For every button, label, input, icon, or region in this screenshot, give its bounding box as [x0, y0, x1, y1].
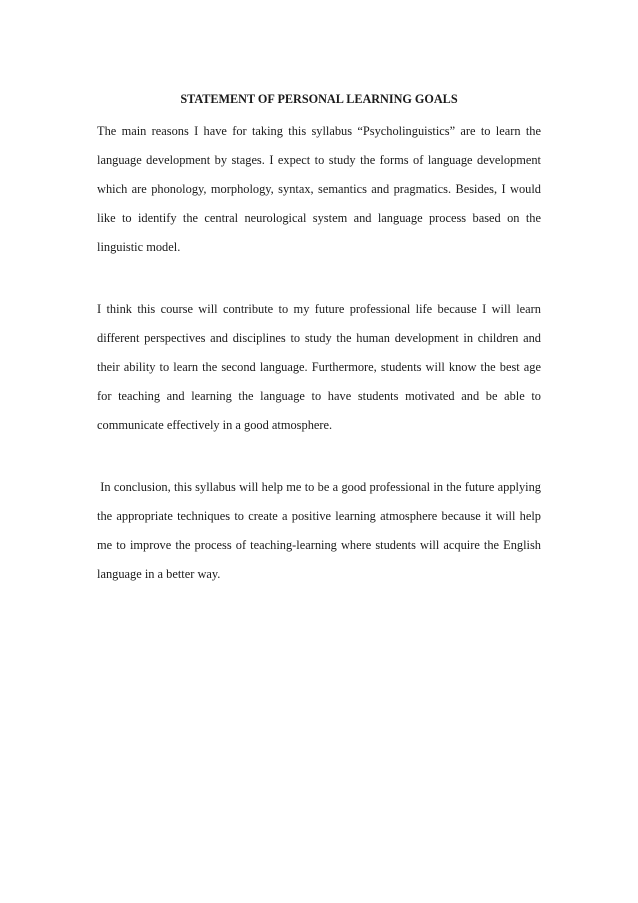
document-body — [97, 87, 545, 589]
paragraph-contribution: I think this course will contribute to my future professional life because I will learn different perspectives and disciplines to study the human development in children and their ability to learn the second language. Furthermore, students will know the best age for teaching and learning the language to have students motivated and be able to communicate effectively in a good atmosphere. — [97, 302, 541, 432]
paragraph-reasons: The main reasons I have for taking this syllabus “Psycholinguistics” are to learn the language development by stages. I expect to study the forms of language development which are phonology, morphology, syntax, semantics and pragmatics. Besides, I would like to identify the central neurological system and language process based on the linguistic model. — [97, 124, 541, 254]
document-title: STATEMENT OF PERSONAL LEARNING GOALS — [180, 92, 458, 106]
paragraph-conclusion: In conclusion, this syllabus will help me to be a good professional in the future applying the appropriate techniques to create a positive learning atmosphere because it will help me to improve the process of teaching-learning where students will acquire the English language in a better way. — [97, 480, 545, 581]
